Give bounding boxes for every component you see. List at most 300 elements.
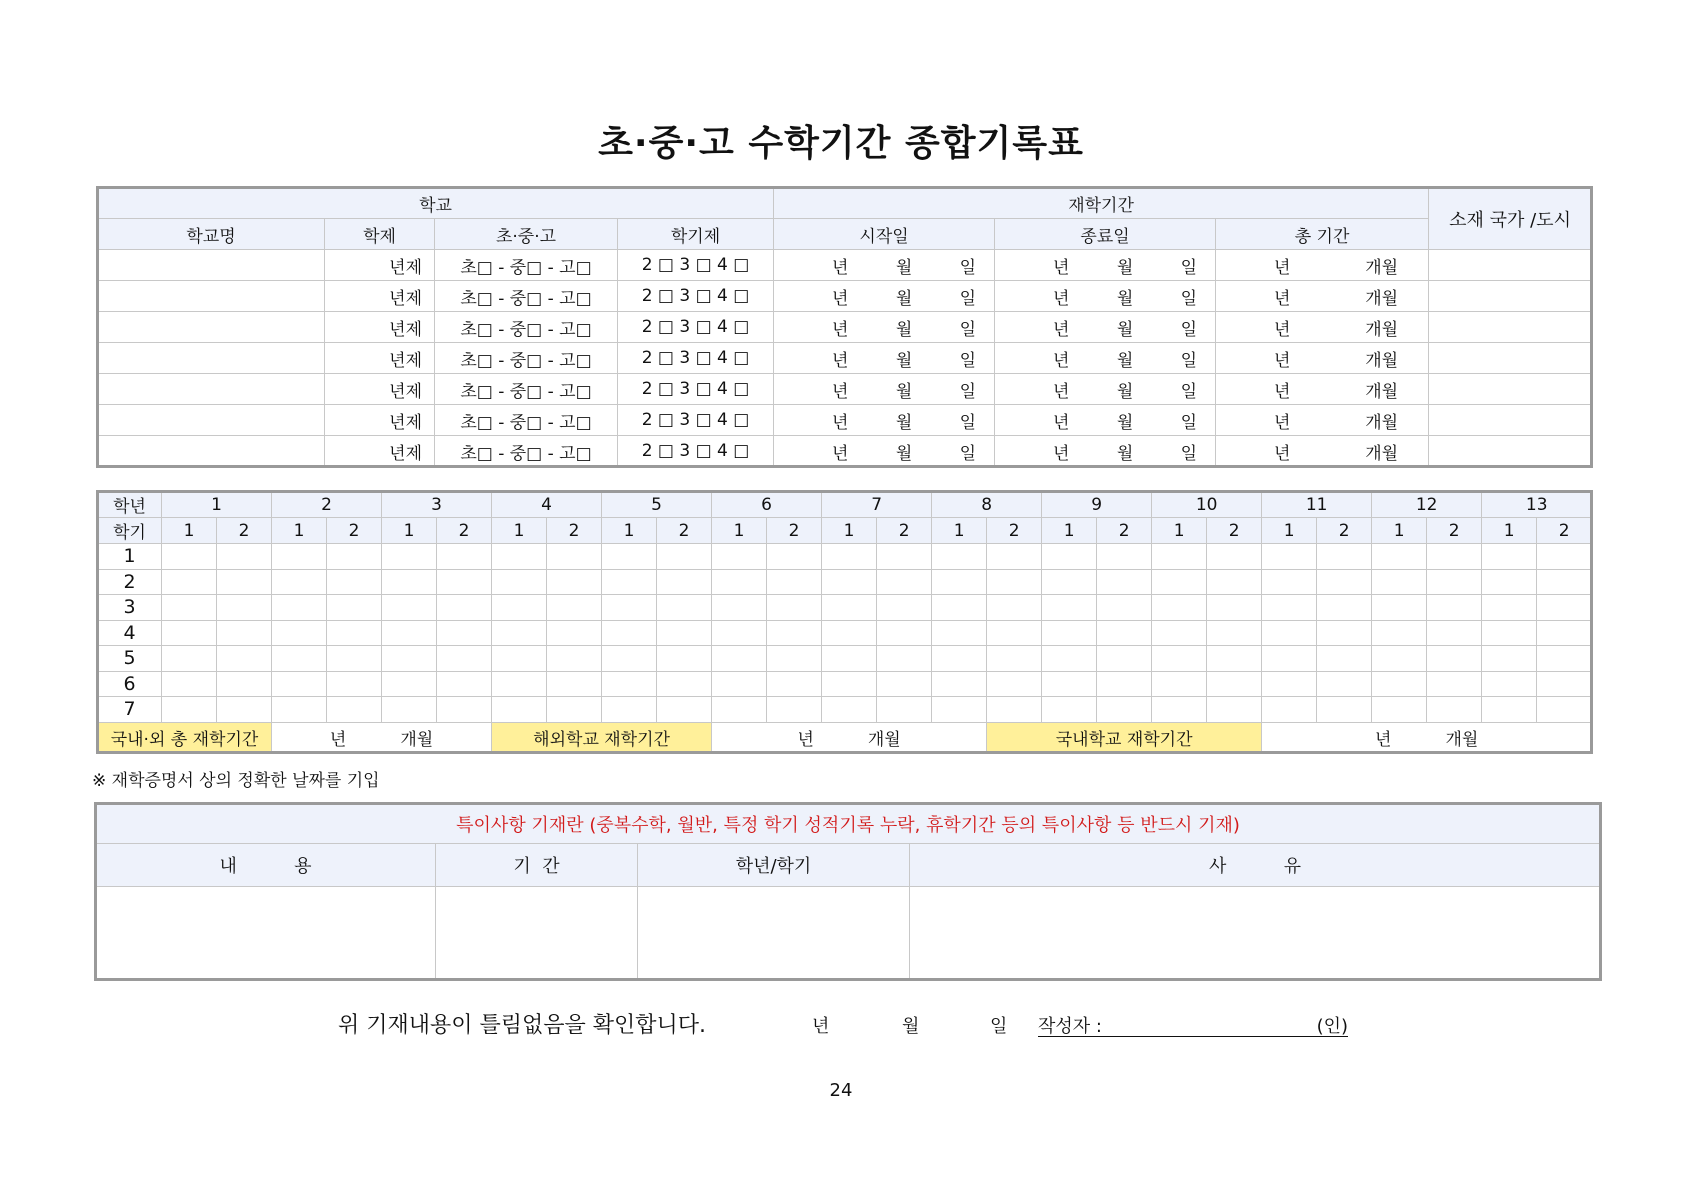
- grid-cell[interactable]: [162, 569, 217, 595]
- grid-cell[interactable]: [767, 544, 822, 570]
- grid-cell[interactable]: [162, 544, 217, 570]
- location-cell[interactable]: [1429, 405, 1592, 436]
- end-date-cell[interactable]: [995, 281, 1216, 312]
- grid-cell[interactable]: [987, 569, 1042, 595]
- system-label: 년제: [389, 350, 422, 371]
- level-cell[interactable]: 초□ - 중□ - 고□: [435, 436, 618, 467]
- term-cell[interactable]: 2 □ 3 □ 4 □: [618, 343, 774, 374]
- grid-cell[interactable]: [1152, 544, 1207, 570]
- grid-cell[interactable]: [1262, 544, 1317, 570]
- grid-cell[interactable]: [822, 671, 877, 697]
- start-date-cell[interactable]: [774, 343, 995, 374]
- reason-cell[interactable]: [910, 887, 1601, 980]
- grid-cell[interactable]: [492, 544, 547, 570]
- grid-cell[interactable]: [1317, 646, 1372, 672]
- grid-cell[interactable]: [382, 697, 437, 723]
- grade-semester-cell[interactable]: [638, 887, 910, 980]
- total-period-cell[interactable]: [1216, 250, 1429, 281]
- grid-cell[interactable]: [1317, 671, 1372, 697]
- totals-row: [98, 722, 1592, 752]
- grid-cell[interactable]: [1152, 620, 1207, 646]
- system-cell[interactable]: [325, 343, 435, 374]
- grid-cell[interactable]: [987, 671, 1042, 697]
- grid-cell[interactable]: [437, 569, 492, 595]
- level-cell[interactable]: 초□ - 중□ - 고□: [435, 374, 618, 405]
- grid-cell[interactable]: [492, 620, 547, 646]
- grid-cell[interactable]: [327, 620, 382, 646]
- location-cell[interactable]: [1429, 312, 1592, 343]
- row-number: 5: [98, 646, 162, 672]
- grid-cell[interactable]: [1537, 671, 1592, 697]
- grid-cell[interactable]: [1537, 544, 1592, 570]
- grid-cell[interactable]: [492, 569, 547, 595]
- total-period-value-months-label: 개월: [400, 729, 434, 750]
- grid-cell[interactable]: [1427, 671, 1482, 697]
- total-months-label: 개월: [1365, 288, 1399, 309]
- grid-cell[interactable]: [1152, 646, 1207, 672]
- grid-cell[interactable]: [602, 697, 657, 723]
- system-label: 년제: [389, 412, 422, 433]
- grid-cell[interactable]: [492, 697, 547, 723]
- grid-cell[interactable]: [1427, 646, 1482, 672]
- grid-cell[interactable]: [822, 595, 877, 621]
- grid-cell[interactable]: [382, 595, 437, 621]
- total-months-label: 개월: [1365, 381, 1399, 402]
- grid-cell[interactable]: [1042, 646, 1097, 672]
- grid-cell[interactable]: [1372, 620, 1427, 646]
- total-period-label: 국내·외 총 재학기간: [98, 722, 272, 752]
- grid-cell[interactable]: [272, 646, 327, 672]
- total-months-label: 개월: [1365, 443, 1399, 464]
- semester-header: 1: [382, 518, 437, 544]
- header-system: 학제: [325, 219, 435, 250]
- grid-cell[interactable]: [437, 646, 492, 672]
- grid-cell[interactable]: [217, 646, 272, 672]
- grid-cell[interactable]: [1042, 569, 1097, 595]
- header-location: 소재 국가 /도시: [1429, 188, 1592, 250]
- grid-cell[interactable]: [987, 544, 1042, 570]
- grid-cell[interactable]: [1262, 646, 1317, 672]
- school-name-cell[interactable]: [98, 312, 325, 343]
- grid-cell[interactable]: [272, 569, 327, 595]
- grid-cell[interactable]: [1482, 697, 1537, 723]
- grid-cell[interactable]: [1262, 620, 1317, 646]
- total-period-value[interactable]: [272, 722, 492, 752]
- grid-cell[interactable]: [932, 697, 987, 723]
- domestic-period-label: 국내학교 재학기간: [987, 722, 1262, 752]
- grid-cell[interactable]: [1207, 595, 1262, 621]
- grid-cell[interactable]: [217, 544, 272, 570]
- grid-cell[interactable]: [437, 544, 492, 570]
- grid-cell[interactable]: [1152, 697, 1207, 723]
- system-label: 년제: [389, 257, 422, 278]
- school-name-cell[interactable]: [98, 436, 325, 467]
- semester-row-label: 학기: [98, 518, 162, 544]
- grid-cell[interactable]: [1482, 569, 1537, 595]
- grid-cell[interactable]: [162, 595, 217, 621]
- level-cell[interactable]: 초□ - 중□ - 고□: [435, 405, 618, 436]
- grid-cell[interactable]: [602, 646, 657, 672]
- grid-cell[interactable]: [1207, 671, 1262, 697]
- system-cell[interactable]: [325, 436, 435, 467]
- grid-cell[interactable]: [712, 569, 767, 595]
- grid-cell[interactable]: [1262, 671, 1317, 697]
- location-cell[interactable]: [1429, 281, 1592, 312]
- grid-cell[interactable]: [1537, 569, 1592, 595]
- grid-cell[interactable]: [1537, 595, 1592, 621]
- grid-cell[interactable]: [327, 569, 382, 595]
- level-cell[interactable]: 초□ - 중□ - 고□: [435, 312, 618, 343]
- grid-cell[interactable]: [1482, 620, 1537, 646]
- end-day-label: 일: [1180, 288, 1198, 309]
- grid-cell[interactable]: [1372, 697, 1427, 723]
- grid-cell[interactable]: [657, 620, 712, 646]
- grid-cell[interactable]: [492, 595, 547, 621]
- grid-cell[interactable]: [1097, 620, 1152, 646]
- grid-cell[interactable]: [1262, 697, 1317, 723]
- grid-cell[interactable]: [987, 646, 1042, 672]
- end-month-label: 월: [1116, 319, 1134, 340]
- header-term: 학기제: [618, 219, 774, 250]
- start-month-label: 월: [895, 257, 913, 278]
- grid-cell[interactable]: [382, 569, 437, 595]
- grid-cell[interactable]: [987, 697, 1042, 723]
- end-date-cell[interactable]: [995, 312, 1216, 343]
- grid-cell[interactable]: [1427, 544, 1482, 570]
- system-cell[interactable]: [325, 312, 435, 343]
- grid-cell[interactable]: [1317, 697, 1372, 723]
- grid-cell[interactable]: [657, 569, 712, 595]
- grid-cell[interactable]: [547, 595, 602, 621]
- grid-cell[interactable]: [437, 595, 492, 621]
- semester-header: 2: [1317, 518, 1372, 544]
- grid-cell[interactable]: [547, 569, 602, 595]
- grid-cell[interactable]: [877, 697, 932, 723]
- grid-cell[interactable]: [547, 544, 602, 570]
- grid-cell[interactable]: [767, 569, 822, 595]
- grid-cell[interactable]: [1537, 620, 1592, 646]
- grid-cell[interactable]: [1482, 671, 1537, 697]
- grid-cell[interactable]: [162, 671, 217, 697]
- grid-cell[interactable]: [657, 595, 712, 621]
- grid-cell[interactable]: [1207, 697, 1262, 723]
- total-period-cell[interactable]: [1216, 281, 1429, 312]
- special-notes-heading: 특이사항 기재란 (중복수학, 월반, 특정 학기 성적기록 누락, 휴학기간 등의 특이사항 등 반드시 기재): [96, 804, 1601, 844]
- grid-cell[interactable]: [767, 595, 822, 621]
- semester-header: 1: [1152, 518, 1207, 544]
- grid-cell[interactable]: [1152, 595, 1207, 621]
- grid-cell[interactable]: [437, 620, 492, 646]
- grid-cell[interactable]: [712, 595, 767, 621]
- end-date-cell[interactable]: [995, 374, 1216, 405]
- term-cell[interactable]: 2 □ 3 □ 4 □: [618, 312, 774, 343]
- total-period-cell[interactable]: [1216, 312, 1429, 343]
- school-name-cell[interactable]: [98, 250, 325, 281]
- total-months-label: 개월: [1365, 412, 1399, 433]
- school-name-cell[interactable]: [98, 343, 325, 374]
- grid-cell[interactable]: [217, 569, 272, 595]
- grid-cell[interactable]: [162, 620, 217, 646]
- term-cell[interactable]: 2 □ 3 □ 4 □: [618, 281, 774, 312]
- special-notes-table: [95, 803, 1601, 980]
- start-date-cell[interactable]: [774, 405, 995, 436]
- grid-cell[interactable]: [272, 620, 327, 646]
- header-reason: 사 유: [910, 844, 1601, 887]
- row-number: 3: [98, 595, 162, 621]
- grid-cell[interactable]: [877, 595, 932, 621]
- end-date-cell[interactable]: [995, 250, 1216, 281]
- grid-cell[interactable]: [987, 620, 1042, 646]
- grid-cell[interactable]: [1207, 620, 1262, 646]
- grid-cell[interactable]: [1097, 569, 1152, 595]
- grid-cell[interactable]: [877, 620, 932, 646]
- grid-cell[interactable]: [1042, 620, 1097, 646]
- header-school: 학교: [98, 188, 774, 219]
- start-date-cell[interactable]: [774, 250, 995, 281]
- school-row: [98, 250, 1592, 281]
- grid-cell[interactable]: [272, 595, 327, 621]
- grid-cell[interactable]: [877, 671, 932, 697]
- date-month-label: 월: [902, 1016, 920, 1037]
- semester-header: 2: [1537, 518, 1592, 544]
- semester-grid-table: [97, 491, 1592, 753]
- grid-cell[interactable]: [877, 569, 932, 595]
- school-name-cell[interactable]: [98, 281, 325, 312]
- school-name-cell[interactable]: [98, 374, 325, 405]
- header-grade-semester: 학년/학기: [638, 844, 910, 887]
- grid-cell[interactable]: [712, 620, 767, 646]
- grid-cell[interactable]: [1317, 544, 1372, 570]
- grid-cell[interactable]: [987, 595, 1042, 621]
- location-cell[interactable]: [1429, 374, 1592, 405]
- start-date-cell[interactable]: [774, 281, 995, 312]
- total-period-cell[interactable]: [1216, 436, 1429, 467]
- grid-cell[interactable]: [1537, 697, 1592, 723]
- term-cell[interactable]: 2 □ 3 □ 4 □: [618, 374, 774, 405]
- grid-cell[interactable]: [437, 671, 492, 697]
- school-row: [98, 436, 1592, 467]
- grid-cell[interactable]: [1317, 620, 1372, 646]
- grid-cell[interactable]: [217, 671, 272, 697]
- period-cell[interactable]: [436, 887, 638, 980]
- total-period-cell[interactable]: [1216, 405, 1429, 436]
- grid-cell[interactable]: [932, 569, 987, 595]
- start-date-cell[interactable]: [774, 312, 995, 343]
- grid-cell[interactable]: [272, 697, 327, 723]
- term-cell[interactable]: 2 □ 3 □ 4 □: [618, 405, 774, 436]
- grid-cell[interactable]: [932, 544, 987, 570]
- grid-cell[interactable]: [547, 620, 602, 646]
- start-date-cell[interactable]: [774, 436, 995, 467]
- grid-cell[interactable]: [437, 697, 492, 723]
- grid-cell[interactable]: [1097, 697, 1152, 723]
- grid-cell[interactable]: [1372, 544, 1427, 570]
- grid-cell[interactable]: [1372, 671, 1427, 697]
- grid-cell[interactable]: [217, 620, 272, 646]
- grid-cell[interactable]: [1427, 569, 1482, 595]
- end-day-label: 일: [1180, 257, 1198, 278]
- content-cell[interactable]: [96, 887, 436, 980]
- grid-cell[interactable]: [272, 671, 327, 697]
- system-cell[interactable]: [325, 250, 435, 281]
- total-year-label: 년: [1274, 443, 1291, 464]
- grid-cell[interactable]: [602, 671, 657, 697]
- domestic-period-value-months-label: 개월: [1445, 729, 1479, 750]
- grid-cell[interactable]: [712, 544, 767, 570]
- grid-cell[interactable]: [767, 620, 822, 646]
- grid-cell[interactable]: [932, 646, 987, 672]
- grid-cell[interactable]: [327, 544, 382, 570]
- grid-cell[interactable]: [1207, 544, 1262, 570]
- grid-cell[interactable]: [1317, 569, 1372, 595]
- term-cell[interactable]: 2 □ 3 □ 4 □: [618, 436, 774, 467]
- grid-cell[interactable]: [932, 620, 987, 646]
- grid-cell[interactable]: [822, 697, 877, 723]
- grid-cell[interactable]: [822, 646, 877, 672]
- row-number: 6: [98, 671, 162, 697]
- grid-cell[interactable]: [1097, 544, 1152, 570]
- grid-cell[interactable]: [657, 697, 712, 723]
- system-cell[interactable]: [325, 405, 435, 436]
- end-month-label: 월: [1116, 288, 1134, 309]
- grid-cell[interactable]: [712, 697, 767, 723]
- grid-cell[interactable]: [1207, 569, 1262, 595]
- level-cell[interactable]: 초□ - 중□ - 고□: [435, 343, 618, 374]
- grid-cell[interactable]: [547, 671, 602, 697]
- overseas-period-value[interactable]: [712, 722, 987, 752]
- grid-cell[interactable]: [162, 646, 217, 672]
- end-year-label: 년: [1053, 350, 1070, 371]
- grid-cell[interactable]: [822, 620, 877, 646]
- grid-cell[interactable]: [602, 544, 657, 570]
- grid-cell[interactable]: [767, 671, 822, 697]
- grid-cell[interactable]: [327, 671, 382, 697]
- level-cell[interactable]: 초□ - 중□ - 고□: [435, 250, 618, 281]
- grid-cell[interactable]: [327, 697, 382, 723]
- writer-field[interactable]: [1038, 1012, 1348, 1037]
- grid-cell[interactable]: [1152, 671, 1207, 697]
- total-period-cell[interactable]: [1216, 374, 1429, 405]
- grid-cell[interactable]: [1042, 595, 1097, 621]
- grid-cell[interactable]: [712, 671, 767, 697]
- domestic-period-value[interactable]: [1262, 722, 1592, 752]
- grid-cell[interactable]: [1427, 595, 1482, 621]
- start-year-label: 년: [832, 319, 849, 340]
- grid-cell[interactable]: [1372, 569, 1427, 595]
- grid-cell[interactable]: [382, 544, 437, 570]
- grid-cell[interactable]: [217, 595, 272, 621]
- grid-cell[interactable]: [1042, 671, 1097, 697]
- grid-cell[interactable]: [822, 569, 877, 595]
- location-cell[interactable]: [1429, 343, 1592, 374]
- grid-cell[interactable]: [767, 646, 822, 672]
- grid-cell[interactable]: [272, 544, 327, 570]
- semester-header: 1: [712, 518, 767, 544]
- grid-cell[interactable]: [382, 620, 437, 646]
- total-period-cell[interactable]: [1216, 343, 1429, 374]
- grid-cell[interactable]: [932, 595, 987, 621]
- grid-cell[interactable]: [1262, 569, 1317, 595]
- end-date-cell[interactable]: [995, 436, 1216, 467]
- grid-cell[interactable]: [1482, 646, 1537, 672]
- grid-cell[interactable]: [162, 697, 217, 723]
- grade-header: 8: [932, 492, 1042, 518]
- grid-cell[interactable]: [602, 595, 657, 621]
- grid-cell[interactable]: [1317, 595, 1372, 621]
- start-day-label: 일: [959, 412, 977, 433]
- date-day-label: 일: [990, 1016, 1008, 1037]
- end-year-label: 년: [1053, 381, 1070, 402]
- grid-cell[interactable]: [712, 646, 767, 672]
- school-name-cell[interactable]: [98, 405, 325, 436]
- school-row: [98, 374, 1592, 405]
- grid-cell[interactable]: [492, 671, 547, 697]
- grid-cell[interactable]: [877, 544, 932, 570]
- grid-cell[interactable]: [217, 697, 272, 723]
- grid-cell[interactable]: [1427, 620, 1482, 646]
- grid-cell[interactable]: [1042, 697, 1097, 723]
- end-month-label: 월: [1116, 412, 1134, 433]
- grid-cell[interactable]: [657, 544, 712, 570]
- grid-cell[interactable]: [327, 646, 382, 672]
- semester-header: 2: [547, 518, 602, 544]
- grid-cell[interactable]: [1097, 646, 1152, 672]
- grid-cell[interactable]: [1482, 595, 1537, 621]
- system-cell[interactable]: [325, 374, 435, 405]
- grid-cell[interactable]: [822, 544, 877, 570]
- grid-cell[interactable]: [1207, 646, 1262, 672]
- grid-row: [98, 697, 1592, 723]
- grid-cell[interactable]: [327, 595, 382, 621]
- grid-cell[interactable]: [657, 646, 712, 672]
- level-cell[interactable]: 초□ - 중□ - 고□: [435, 281, 618, 312]
- grid-cell[interactable]: [1097, 671, 1152, 697]
- grid-cell[interactable]: [492, 646, 547, 672]
- grid-cell[interactable]: [547, 646, 602, 672]
- grid-cell[interactable]: [1372, 646, 1427, 672]
- school-row: [98, 312, 1592, 343]
- start-year-label: 년: [832, 350, 849, 371]
- grid-cell[interactable]: [767, 697, 822, 723]
- grid-cell[interactable]: [382, 671, 437, 697]
- grid-cell[interactable]: [602, 620, 657, 646]
- end-date-cell[interactable]: [995, 343, 1216, 374]
- grid-cell[interactable]: [1427, 697, 1482, 723]
- end-date-cell[interactable]: [995, 405, 1216, 436]
- start-date-cell[interactable]: [774, 374, 995, 405]
- grid-cell[interactable]: [657, 671, 712, 697]
- start-month-label: 월: [895, 443, 913, 464]
- grid-cell[interactable]: [877, 646, 932, 672]
- grid-cell[interactable]: [1482, 544, 1537, 570]
- grid-cell[interactable]: [1262, 595, 1317, 621]
- grid-cell[interactable]: [602, 569, 657, 595]
- grid-cell[interactable]: [1042, 544, 1097, 570]
- grid-cell[interactable]: [1152, 569, 1207, 595]
- grid-cell[interactable]: [1097, 595, 1152, 621]
- location-cell[interactable]: [1429, 436, 1592, 467]
- grid-cell[interactable]: [1537, 646, 1592, 672]
- grid-cell[interactable]: [1372, 595, 1427, 621]
- term-cell[interactable]: 2 □ 3 □ 4 □: [618, 250, 774, 281]
- grid-cell[interactable]: [547, 697, 602, 723]
- total-year-label: 년: [1274, 350, 1291, 371]
- semester-header: 1: [162, 518, 217, 544]
- location-cell[interactable]: [1429, 250, 1592, 281]
- system-cell[interactable]: [325, 281, 435, 312]
- grid-cell[interactable]: [382, 646, 437, 672]
- grid-cell[interactable]: [932, 671, 987, 697]
